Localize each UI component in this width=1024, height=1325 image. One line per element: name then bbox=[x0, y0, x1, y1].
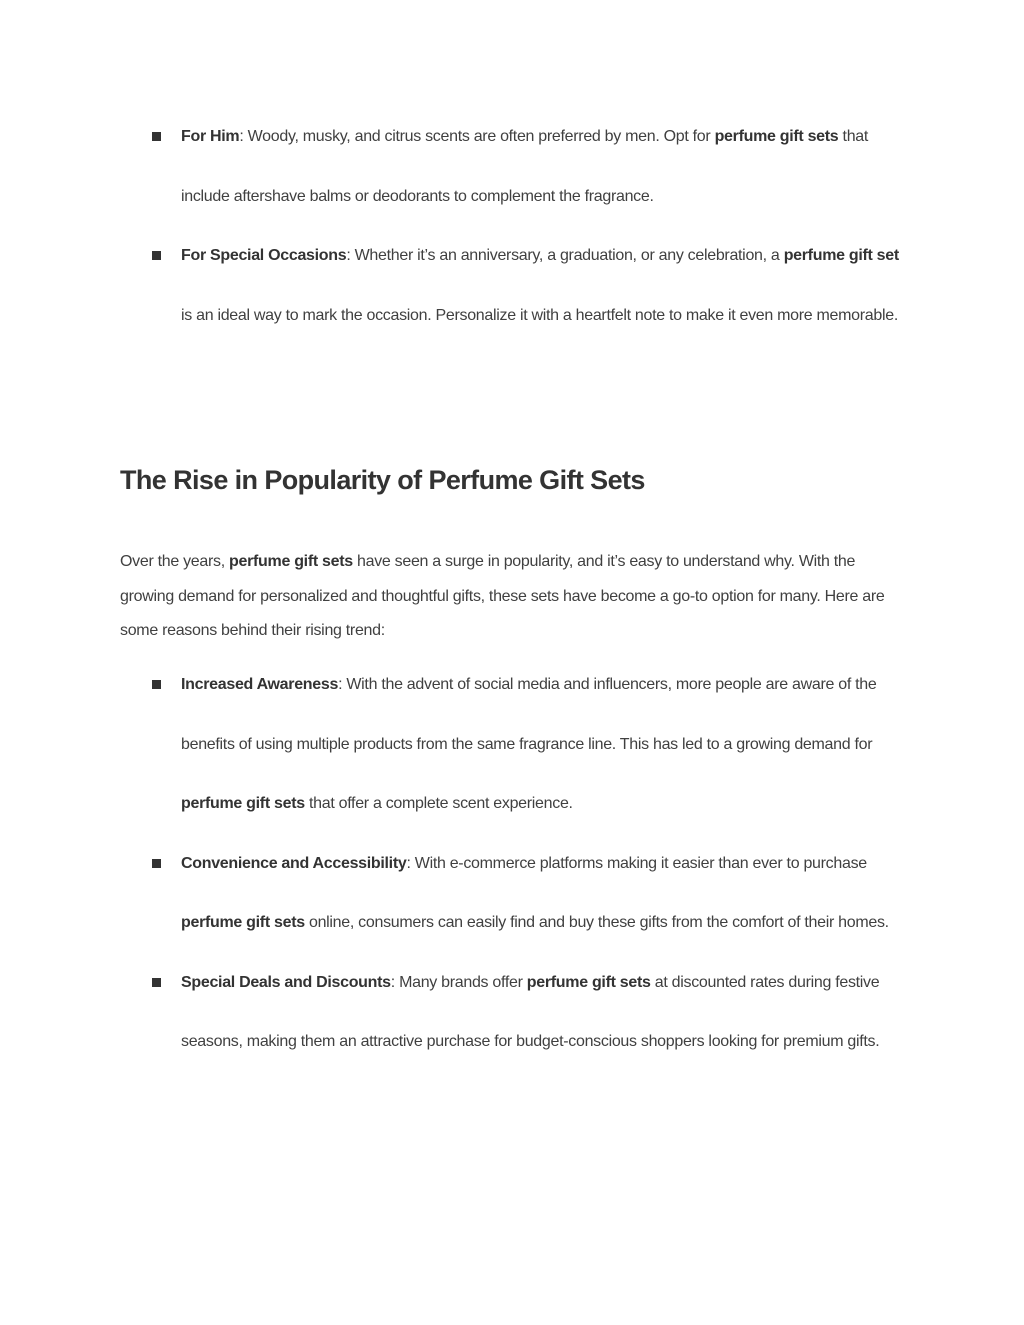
list-item-keyword: perfume gift sets bbox=[181, 914, 305, 931]
list-item-term: For Special Occasions bbox=[181, 247, 347, 264]
list-item-term: Increased Awareness bbox=[181, 676, 339, 693]
occasion-list bbox=[0, 107, 1024, 345]
list-item-term: Special Deals and Discounts bbox=[181, 973, 391, 991]
intro-paragraph bbox=[120, 545, 910, 649]
list-item-text: that include aftershave balms or deodorants to complement the fragrance. bbox=[181, 128, 869, 205]
list-item-text: online, consumers can easily find and buy these gifts from the comfort of their homes. bbox=[304, 914, 889, 931]
list-item-text: Many brands offer bbox=[399, 973, 527, 991]
list-item-term: Convenience and Accessibility bbox=[181, 854, 407, 872]
list-item-keyword: perfume gift sets bbox=[526, 973, 651, 991]
intro-text: have seen a surge in popularity, and it’s easy to understand why. With the growing demand for personalized and thoughtful gifts, these sets have become a go-to option for many. Here are some reasons behind their rising trend: bbox=[120, 553, 885, 639]
list-item-text: Whether it’s an anniversary, a graduation, or any celebration, a bbox=[354, 247, 784, 264]
list-item-text: With e-commerce platforms making it easier than ever to purchase bbox=[414, 854, 867, 872]
square-bullet-icon bbox=[152, 132, 161, 141]
list-item-keyword: perfume gift sets bbox=[714, 128, 839, 145]
list-item-keyword: perfume gift sets bbox=[181, 795, 305, 812]
list-item-text: With the advent of social media and influencers, more people are aware of the benefits of using multiple products from the same fragrance line. This has led to a growing demand for bbox=[181, 676, 877, 753]
square-bullet-icon bbox=[152, 251, 161, 260]
square-bullet-icon bbox=[152, 680, 161, 689]
list-item-term: For Him bbox=[181, 128, 240, 145]
list-item-separator: : bbox=[390, 973, 400, 991]
list-item-text: Woody, musky, and citrus scents are often preferred by men. Opt for bbox=[247, 128, 715, 145]
list-item-text: is an ideal way to mark the occasion. Personalize it with a heartfelt note to make it even more memorable. bbox=[181, 306, 899, 324]
section-heading: The Rise in Popularity of Perfume Gift Sets bbox=[120, 465, 645, 495]
list-item bbox=[0, 655, 911, 834]
list-item-separator: : bbox=[406, 854, 415, 872]
list-item-separator: : bbox=[338, 676, 347, 693]
intro-keyword: perfume gift sets bbox=[229, 553, 353, 570]
reasons-list bbox=[0, 655, 1024, 1072]
intro-text: Over the years, bbox=[120, 553, 230, 570]
list-item-separator: : bbox=[239, 128, 248, 145]
list-item bbox=[0, 953, 911, 1072]
list-item-text: at discounted rates during festive seasons, making them an attractive purchase for budget-conscious shoppers looking for premium gifts. bbox=[181, 973, 880, 1050]
list-item-keyword: perfume gift set bbox=[783, 247, 899, 264]
list-item-separator: : bbox=[346, 247, 355, 264]
list-item bbox=[0, 107, 911, 226]
square-bullet-icon bbox=[152, 978, 161, 987]
square-bullet-icon bbox=[152, 859, 161, 868]
list-item-text: that offer a complete scent experience. bbox=[304, 795, 573, 812]
list-item bbox=[0, 834, 911, 953]
list-item bbox=[0, 226, 911, 345]
